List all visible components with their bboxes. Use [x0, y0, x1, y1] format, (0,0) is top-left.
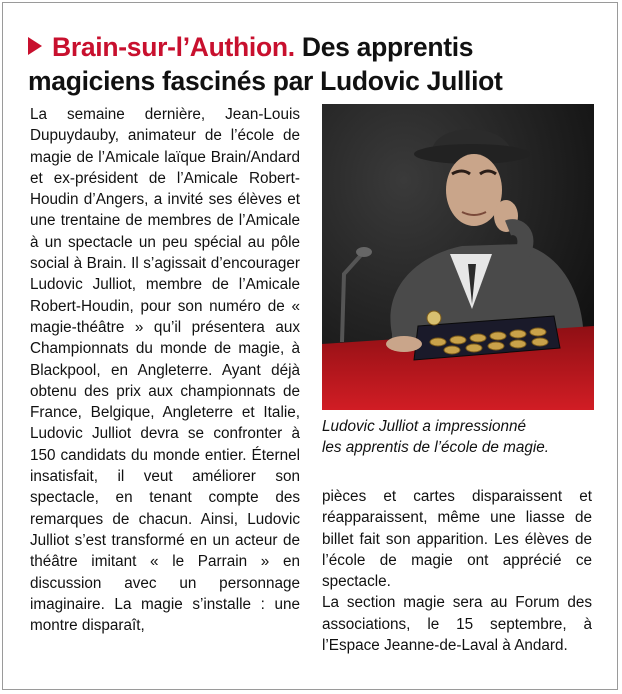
article-column-2: [322, 486, 592, 656]
headline: [28, 30, 598, 98]
magician-photo-icon: [322, 104, 594, 410]
photo-caption: [322, 416, 594, 459]
headline-title: Des apprentis magiciens fascinés par Ludovic Julliot: [28, 32, 503, 96]
caption-line: les apprentis de l’école de magie.: [322, 439, 550, 457]
headline-place: Brain-sur-l’Authion.: [52, 32, 295, 62]
article-paragraph: pièces et cartes disparaissent et réapparaissent, même une liasse de billet fait son apparition. Les élèves de l’école de magie ont apprécié ce spectacle.: [322, 488, 592, 591]
caption-line: Ludovic Julliot a impressionné: [322, 418, 527, 435]
article-photo: [322, 104, 594, 410]
article-paragraph: La semaine dernière, Jean-Louis Dupuydauby, animateur de l’école de magie de l’Amicale laïque Brain/Andard et ex-président de l’Amicale Robert-Houdin d’Angers, a invité ses élèves et une trentaine de membres de l’Amicale à un spectacle un peu spécial au pôle social à Brain. Il s’agissait d’encourager Ludovic Julliot, membre de l’Amicale Robert-Houdin, pour son numéro de « magie-théâtre » qu’il présentera aux Championnats du monde de magie, à Blackpool, en Angleterre. Ayant déjà obtenu des prix aux championnats de France, Belgique, Angleterre et Italie, Ludovic Julliot devra se confronter à 150 candidats du monde entier. Éternel insatisfait, il veut améliorer son spectacle, en tenant compte des remarques de chacun. Ainsi, Ludovic Julliot s’est transformé en un acteur de théâtre imitant « le Parrain » en discussion avec un personnage imaginaire. La magie s’installe : une montre disparaît,: [30, 106, 300, 635]
article-paragraph: La section magie sera au Forum des associations, le 15 septembre, à l’Espace Jeanne-de-Laval à Andard.: [322, 594, 592, 655]
play-arrow-icon: [28, 37, 42, 55]
article-column-1: [30, 104, 300, 636]
